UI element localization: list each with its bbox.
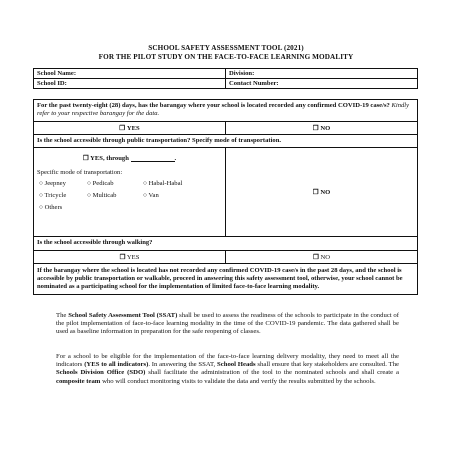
school-name-label: School Name: [37,70,77,77]
mode-tricycle[interactable] [39,192,87,199]
radio-circle-icon[interactable]: ○ [143,192,147,200]
covid-no-option[interactable] [226,121,418,134]
ssat-description-paragraph: The School Safety Assessment Tool (SSAT) shall be used to assess the readiness of the schools to participate in the conduct of the pilot implementation of face-to-face learning modality in the time of the COVID-19 pandemic. The data gathered shall be used as baseline information in preparation for the safe reopening of classes. [56,312,400,336]
covid-yes-option[interactable] [34,121,226,134]
transport-no-label: NO [320,189,331,197]
transport-no-option[interactable] [226,148,418,237]
school-name-field[interactable] [34,69,226,79]
contact-number-label: Contact Number: [229,80,279,87]
division-label: Division: [229,70,255,77]
school-id-label: School ID: [37,80,67,87]
division-field[interactable] [226,69,418,79]
checkbox-icon[interactable]: ❐ [312,189,319,197]
mode-multicab[interactable] [87,192,143,199]
walking-no-label: NO [320,253,331,261]
checkbox-icon[interactable]: ❐ [119,124,126,132]
transport-mode-list [39,180,222,211]
checkbox-icon[interactable]: ❐ [119,253,126,261]
mode-van[interactable] [143,192,203,199]
document-title: SCHOOL SAFETY ASSESSMENT TOOL (2021) [148,44,304,52]
eligibility-paragraph: For a school to be eligible for the implementation of the face-to-face learning delivery modality, they need to meet all the indicators (YES to all indicators). In answering the SSAT, School Heads shall ensure that key stakeholders are consulted. The Schools Division Office (SDO) shall facilitate the administration of the tool to the nominated schools and shall create a composite team who will conduct monitoring visits to validate the data and verify the results submitted by the schools. [56,353,400,385]
specific-mode-label: Specific mode of transportation: [37,169,123,177]
document-subtitle: FOR THE PILOT STUDY ON THE FACE-TO-FACE LEARNING MODALITY [98,53,354,61]
mode-jeepney[interactable] [39,180,87,187]
mode-label: Others [44,204,63,212]
radio-circle-icon[interactable]: ○ [87,180,91,188]
question-walking: Is the school accessible through walking? [34,237,418,250]
walking-yes-label: YES [126,253,140,261]
question-covid-text: For the past twenty-eight (28) days, has the barangay where your school is located recorded any confirmed COVID-19 case/s? [37,102,390,109]
checkbox-icon[interactable]: ❐ [312,253,319,261]
eligibility-notice: If the barangay where the school is located has not recorded any confirmed COVID-19 case/s in the past 28 days, and the school is accessible by public transportation or walkable, proceed in answering this safety assessment tool, otherwise, your school cannot be nominated as a participating school for the implementation of limited face-to-face learning modality. [34,263,418,295]
radio-circle-icon[interactable]: ○ [87,192,91,200]
school-id-field[interactable] [34,79,226,89]
school-info-table [33,68,418,89]
mode-pedicab[interactable] [87,180,143,187]
checkbox-icon[interactable]: ❐ [312,124,319,132]
walking-yes-option[interactable] [34,250,226,263]
transport-blank-field[interactable] [131,155,175,162]
question-covid-hint: Kindly refer to your respective barangay for the data. [37,102,410,118]
radio-circle-icon[interactable]: ○ [39,180,43,188]
mode-label: Habal-Habal [148,180,183,188]
covid-no-label: NO [320,124,331,132]
transport-yes-label: YES, through [90,155,129,163]
radio-circle-icon[interactable]: ○ [39,204,43,212]
mode-label: Tricycle [44,192,67,200]
transport-yes-option[interactable] [34,148,226,237]
question-public-transport: Is the school accessible through public transportation? Specify mode of transportation. [34,134,418,147]
mode-habal-habal[interactable] [143,180,203,187]
contact-number-field[interactable] [226,79,418,89]
mode-label: Pedicab [92,180,114,188]
mode-label: Jeepney [44,180,66,188]
walking-no-option[interactable] [226,250,418,263]
covid-yes-label: YES [126,124,140,132]
mode-label: Van [148,192,159,200]
transport-yes-line: ❐ YES, through . [82,155,177,163]
mode-others[interactable] [39,204,87,211]
radio-circle-icon[interactable]: ○ [39,192,43,200]
checkbox-icon[interactable]: ❐ [82,155,89,163]
mode-label: Multicab [92,192,117,200]
assessment-table [33,99,418,295]
question-covid-cases [34,100,418,122]
radio-circle-icon[interactable]: ○ [143,180,147,188]
